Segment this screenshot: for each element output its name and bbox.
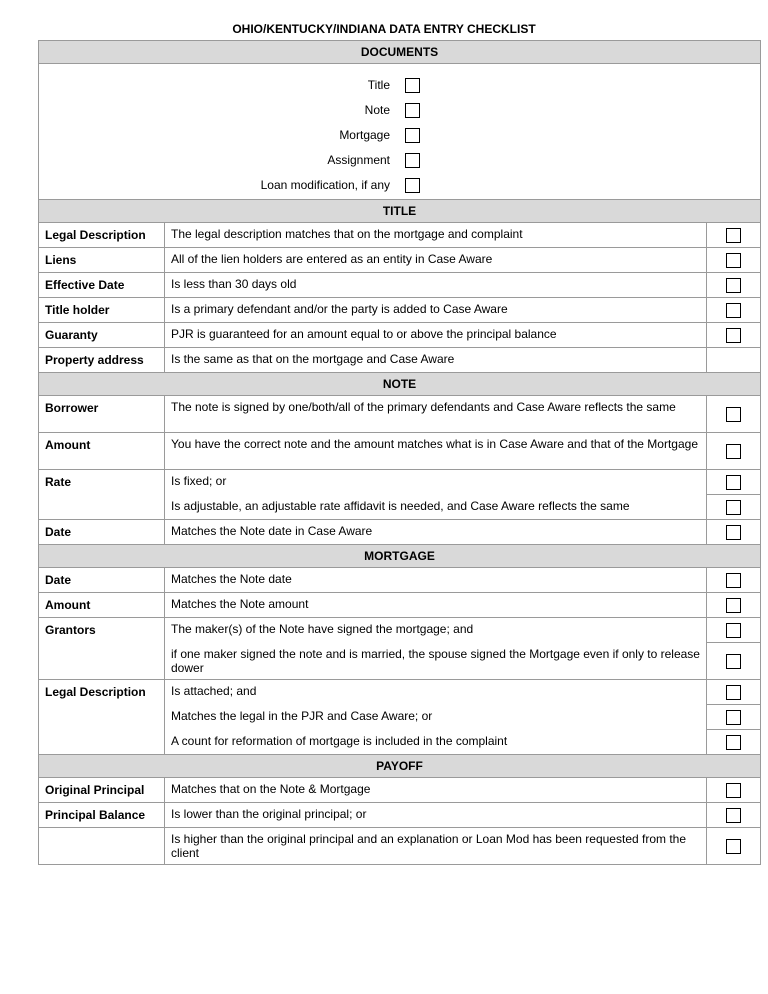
- row-text: Is less than 30 days old: [165, 273, 707, 298]
- row-label: Original Principal: [39, 778, 165, 803]
- row-text: Matches the Note date in Case Aware: [165, 520, 707, 545]
- table-row: [39, 593, 761, 618]
- checkbox-legal-matches[interactable]: [726, 710, 741, 725]
- page-title: OHIO/KENTUCKY/INDIANA DATA ENTRY CHECKLIST: [232, 22, 536, 36]
- row-label: Legal Description: [39, 680, 165, 755]
- row-text: PJR is guaranteed for an amount equal to or above the principal balance: [165, 323, 707, 348]
- checkbox-liens[interactable]: [726, 253, 741, 268]
- section-header-documents: DOCUMENTS: [39, 41, 761, 64]
- table-row: [39, 828, 761, 865]
- empty-label-cell: [39, 828, 165, 865]
- row-label: Grantors: [39, 618, 165, 680]
- row-text: The maker(s) of the Note have signed the mortgage; and: [165, 618, 707, 643]
- table-row: [39, 348, 761, 373]
- table-row: [39, 470, 761, 495]
- empty-checkbox-cell: [707, 348, 761, 373]
- row-label: Rate: [39, 470, 165, 520]
- table-row: [39, 433, 761, 470]
- row-text: Is adjustable, an adjustable rate affidavit is needed, and Case Aware reflects the same: [165, 495, 707, 520]
- row-label: Property address: [39, 348, 165, 373]
- document-item-mortgage: Mortgage: [39, 124, 760, 149]
- checkbox-legal-description[interactable]: [726, 228, 741, 243]
- checkbox-guaranty[interactable]: [726, 328, 741, 343]
- table-row: [39, 520, 761, 545]
- row-label: Effective Date: [39, 273, 165, 298]
- row-text: The legal description matches that on the mortgage and complaint: [165, 223, 707, 248]
- row-text: All of the lien holders are entered as an entity in Case Aware: [165, 248, 707, 273]
- row-text: Is higher than the original principal and an explanation or Loan Mod has been requested from the client: [165, 828, 707, 865]
- document-item-note: Note: [39, 99, 760, 124]
- row-label: Legal Description: [39, 223, 165, 248]
- table-row: [39, 223, 761, 248]
- section-header-note: NOTE: [39, 373, 761, 396]
- table-row: [39, 680, 761, 705]
- checkbox-mortgage-date[interactable]: [726, 573, 741, 588]
- section-header-title: TITLE: [39, 200, 761, 223]
- row-text: Matches the Note date: [165, 568, 707, 593]
- checkbox-note-date[interactable]: [726, 525, 741, 540]
- row-text: Is lower than the original principal; or: [165, 803, 707, 828]
- row-label: Principal Balance: [39, 803, 165, 828]
- row-label: Date: [39, 520, 165, 545]
- row-text: Matches the Note amount: [165, 593, 707, 618]
- checkbox-document-loan-modification[interactable]: [405, 178, 420, 193]
- checklist-table: [38, 40, 761, 865]
- row-label: Liens: [39, 248, 165, 273]
- row-text: You have the correct note and the amount matches what is in Case Aware and that of the Mortgage: [165, 433, 707, 470]
- checkbox-principal-higher[interactable]: [726, 839, 741, 854]
- checkbox-title-holder[interactable]: [726, 303, 741, 318]
- checkbox-document-title[interactable]: [405, 78, 420, 93]
- table-row: [39, 803, 761, 828]
- row-text: Matches the legal in the PJR and Case Aware; or: [165, 705, 707, 730]
- document-item-assignment: Assignment: [39, 149, 760, 174]
- row-label: Title holder: [39, 298, 165, 323]
- checkbox-document-mortgage[interactable]: [405, 128, 420, 143]
- checkbox-document-assignment[interactable]: [405, 153, 420, 168]
- row-label: Date: [39, 568, 165, 593]
- row-text: Is the same as that on the mortgage and Case Aware: [165, 348, 707, 373]
- row-label: Guaranty: [39, 323, 165, 348]
- checkbox-note-amount[interactable]: [726, 444, 741, 459]
- row-text: Is attached; and: [165, 680, 707, 705]
- table-row: [39, 568, 761, 593]
- row-text: A count for reformation of mortgage is included in the complaint: [165, 730, 707, 755]
- checkbox-reformation-count[interactable]: [726, 735, 741, 750]
- checkbox-rate-adjustable[interactable]: [726, 500, 741, 515]
- table-row: [39, 298, 761, 323]
- documents-list: [39, 64, 761, 200]
- checkbox-rate-fixed[interactable]: [726, 475, 741, 490]
- table-row: [39, 618, 761, 643]
- row-label: Amount: [39, 433, 165, 470]
- section-header-mortgage: MORTGAGE: [39, 545, 761, 568]
- checkbox-grantors-spouse[interactable]: [726, 654, 741, 669]
- checkbox-borrower[interactable]: [726, 407, 741, 422]
- table-row: [39, 323, 761, 348]
- row-label: Amount: [39, 593, 165, 618]
- checkbox-mortgage-amount[interactable]: [726, 598, 741, 613]
- row-text: Is fixed; or: [165, 470, 707, 495]
- checkbox-original-principal[interactable]: [726, 783, 741, 798]
- checkbox-legal-attached[interactable]: [726, 685, 741, 700]
- section-header-payoff: PAYOFF: [39, 755, 761, 778]
- document-item-loan-modification: Loan modification, if any: [39, 174, 760, 199]
- row-text: The note is signed by one/both/all of the primary defendants and Case Aware reflects the same: [165, 396, 707, 433]
- row-text: Is a primary defendant and/or the party is added to Case Aware: [165, 298, 707, 323]
- document-item-title: Title: [39, 74, 760, 99]
- row-text: if one maker signed the note and is married, the spouse signed the Mortgage even if only to release dower: [165, 643, 707, 680]
- checkbox-effective-date[interactable]: [726, 278, 741, 293]
- table-row: [39, 248, 761, 273]
- table-row: [39, 396, 761, 433]
- table-row: [39, 778, 761, 803]
- table-row: [39, 273, 761, 298]
- row-text: Matches that on the Note & Mortgage: [165, 778, 707, 803]
- checkbox-document-note[interactable]: [405, 103, 420, 118]
- checkbox-principal-lower[interactable]: [726, 808, 741, 823]
- checkbox-grantors-signed[interactable]: [726, 623, 741, 638]
- row-label: Borrower: [39, 396, 165, 433]
